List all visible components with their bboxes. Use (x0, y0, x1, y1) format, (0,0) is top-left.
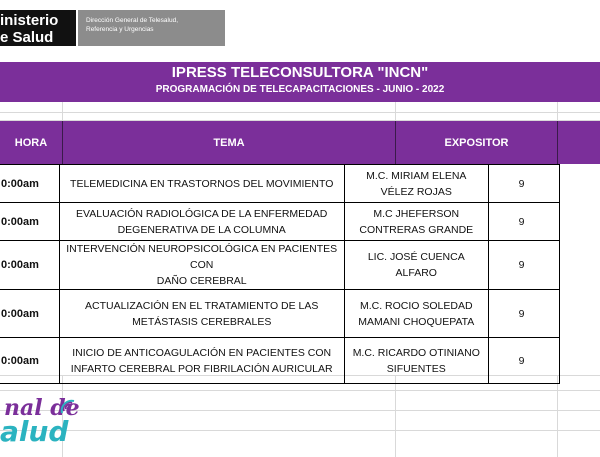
column-header-tema[interactable] (63, 121, 396, 164)
table-row (0, 203, 560, 241)
column-header-label: HORA (14, 136, 48, 149)
cell-expositor-line-1: M.C. ROCIO SOLEDAD (359, 299, 473, 312)
cell-expositor-line-1: M.C. MIRIAM ELENA (366, 169, 467, 182)
column-header-expositor[interactable] (396, 121, 558, 164)
cell-extra[interactable] (488, 165, 559, 203)
cell-tema-line-1: TELEMEDICINA EN TRASTORNOS DEL MOVIMIENTO (70, 177, 334, 190)
header-logos (0, 0, 600, 60)
gridline (0, 112, 600, 113)
cell-extra-text: 9 (518, 259, 525, 271)
cell-expositor-line-2: VÉLEZ ROJAS (380, 185, 452, 198)
gridline (557, 375, 558, 457)
cell-tema[interactable] (59, 338, 344, 384)
cell-hora-text: 0:00am (1, 307, 39, 320)
schedule-table (0, 164, 560, 384)
table-row (0, 241, 560, 290)
cell-tema-line-2: INFARTO CEREBRAL POR FIBRILACIÓN AURICULAR (70, 362, 333, 375)
office-line-1: Dirección General de Telesalud, (86, 17, 179, 24)
office-line-2: Referencia y Urgencias (86, 26, 154, 33)
table-row (0, 165, 560, 203)
cell-tema[interactable] (59, 241, 344, 290)
ministry-logo (0, 10, 225, 46)
cell-expositor-line-2: CONTRERAS GRANDE (359, 223, 474, 236)
gridline (557, 102, 558, 121)
cell-tema-line-1: EVALUACIÓN RADIOLÓGICA DE LA ENFERMEDAD (76, 207, 328, 220)
ministry-name (0, 10, 76, 46)
gridline (62, 102, 63, 121)
cell-extra-text: 9 (518, 177, 525, 190)
cell-tema-line-1: ACTUALIZACIÓN EN EL TRATAMIENTO DE LAS (85, 299, 319, 312)
logo-text-line-1: nal de (4, 395, 80, 421)
cell-hora[interactable] (0, 338, 59, 384)
cell-hora-text: 0:00am (1, 354, 39, 367)
cell-extra[interactable] (488, 338, 559, 384)
cell-hora[interactable] (0, 203, 59, 241)
cell-extra[interactable] (488, 290, 559, 338)
cell-expositor[interactable] (344, 165, 488, 203)
cell-extra-text: 9 (518, 354, 525, 367)
cell-tema-line-2: DAÑO CEREBRAL (156, 275, 247, 287)
column-header-extra[interactable] (558, 121, 600, 164)
gridline (395, 375, 396, 457)
title-band (0, 62, 600, 102)
cell-tema-line-2: DEGENERATIVA DE LA COLUMNA (117, 223, 286, 236)
cell-expositor-line-1: M.C JHEFERSON (373, 207, 460, 220)
cell-hora-text: 0:00am (1, 177, 39, 190)
telesalud-logo (0, 395, 90, 453)
cell-tema[interactable] (59, 165, 344, 203)
ministry-line-1: inisterio (0, 12, 59, 29)
office-name (78, 10, 225, 46)
ministry-line-2: e Salud (0, 29, 54, 46)
cell-expositor-line-1: LIC. JOSÉ CUENCA ALFARO (367, 251, 465, 279)
cell-extra-text: 9 (518, 215, 525, 228)
logo-text-line-2: alud (0, 415, 69, 448)
cell-expositor[interactable] (344, 241, 488, 290)
cell-tema-line-2: METÁSTASIS CEREBRALES (132, 315, 272, 328)
gridline (395, 102, 396, 121)
cell-tema-line-1: INICIO DE ANTICOAGULACIÓN EN PACIENTES CON (72, 346, 332, 359)
table-row (0, 290, 560, 338)
cell-tema[interactable] (59, 290, 344, 338)
cell-tema[interactable] (59, 203, 344, 241)
cell-extra[interactable] (488, 241, 559, 290)
page-subtitle: PROGRAMACIÓN DE TELECAPACITACIONES - JUNIO - 2022 (155, 84, 445, 95)
cell-expositor-line-1: M.C. RICARDO OTINIANO (352, 346, 480, 359)
cell-expositor-line-2: SIFUENTES (386, 362, 446, 375)
cell-expositor-line-2: MAMANI CHOQUEPATA (358, 315, 475, 328)
cell-hora-text: 0:00am (1, 215, 39, 228)
cell-expositor[interactable] (344, 203, 488, 241)
column-header-label: TEMA (213, 136, 245, 149)
cell-expositor[interactable] (344, 290, 488, 338)
table-row (0, 338, 560, 384)
cell-tema-line-1: INTERVENCIÓN NEUROPSICOLÓGICA EN PACIENTES CON (66, 243, 338, 271)
column-header-hora[interactable] (0, 121, 63, 164)
gridline (0, 430, 600, 431)
signal-icon (60, 397, 82, 419)
gridline (0, 410, 600, 411)
gridline (0, 390, 600, 391)
cell-hora[interactable] (0, 165, 59, 203)
cell-expositor[interactable] (344, 338, 488, 384)
cell-hora[interactable] (0, 290, 59, 338)
column-header-label: EXPOSITOR (444, 136, 509, 149)
cell-hora[interactable] (0, 241, 59, 290)
cell-hora-text: 0:00am (1, 259, 39, 271)
cell-extra-text: 9 (518, 307, 525, 320)
cell-extra[interactable] (488, 203, 559, 241)
page-title: IPRESS TELECONSULTORA "INCN" (171, 64, 429, 81)
